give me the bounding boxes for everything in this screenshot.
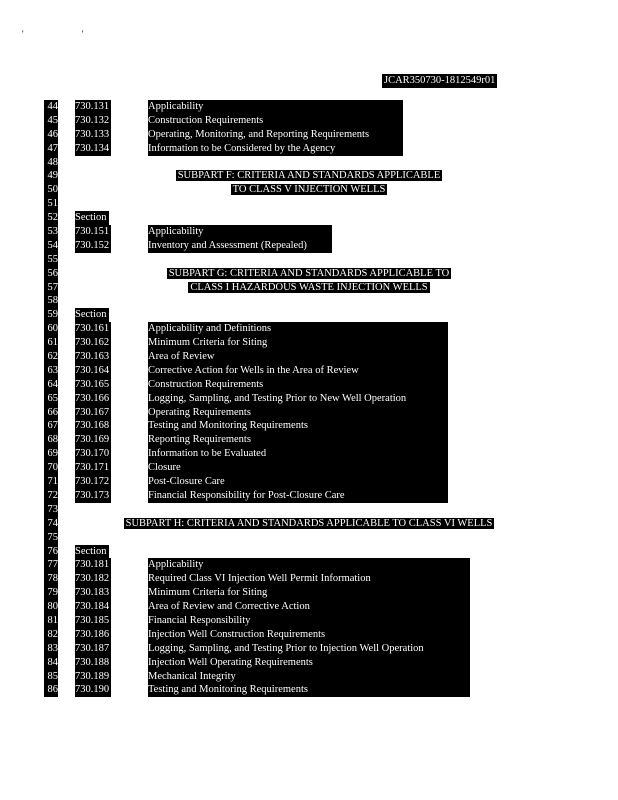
line-number: 48: [44, 156, 58, 170]
line-number: 46: [44, 128, 58, 142]
section-title: Inventory and Assessment (Repealed): [148, 239, 332, 253]
line-number: 51: [44, 197, 58, 211]
section-title: Post-Closure Care: [148, 475, 448, 489]
line-number: 45: [44, 114, 58, 128]
section-number: 730.173: [75, 489, 110, 501]
line-number: 60: [44, 322, 58, 336]
section-title: Logging, Sampling, and Testing Prior to New Well Operation: [148, 392, 448, 406]
list-item: [0, 225, 618, 239]
list-item: [0, 253, 618, 267]
line-number: 71: [44, 475, 58, 489]
list-item: [0, 169, 618, 183]
list-item: [0, 392, 618, 406]
section-title: Required Class VI Injection Well Permit Information: [148, 572, 470, 586]
section-title: Information to be Evaluated: [148, 447, 448, 461]
line-number: 63: [44, 364, 58, 378]
section-title: Construction Requirements: [148, 378, 448, 392]
list-item: [0, 322, 618, 336]
list-item: [0, 308, 618, 322]
section-number: 730.133: [75, 128, 110, 140]
list-item: [0, 683, 618, 697]
list-item: [0, 614, 618, 628]
line-number: 73: [44, 503, 58, 517]
section-number: 730.171: [75, 462, 110, 474]
line-number: 83: [44, 642, 58, 656]
section-column-label: Section: [75, 212, 107, 224]
line-number: 82: [44, 628, 58, 642]
section-title: Applicability: [148, 558, 470, 572]
section-number: 730.169: [75, 434, 110, 446]
list-item: [0, 433, 618, 447]
line-number: 72: [44, 489, 58, 503]
section-title: Financial Responsibility for Post-Closure Care: [148, 489, 448, 503]
list-item: [0, 267, 618, 281]
section-number: 730.188: [75, 656, 110, 668]
section-number: 730.183: [75, 587, 110, 599]
subpart-heading: [0, 267, 618, 281]
line-number: 52: [44, 211, 58, 225]
list-item: [0, 406, 618, 420]
section-number: 730.152: [75, 239, 110, 251]
list-item: [0, 447, 618, 461]
list-item: [0, 336, 618, 350]
subpart-heading: [0, 281, 618, 295]
line-number: 77: [44, 558, 58, 572]
section-number: 730.161: [75, 323, 110, 335]
list-item: [0, 670, 618, 684]
line-number: 57: [44, 281, 58, 295]
line-number: 50: [44, 183, 58, 197]
list-item: [0, 364, 618, 378]
list-item: [0, 475, 618, 489]
section-title: Injection Well Construction Requirements: [148, 628, 470, 642]
line-number: 81: [44, 614, 58, 628]
list-item: [0, 239, 618, 253]
line-number: 76: [44, 545, 58, 559]
list-item: [0, 545, 618, 559]
section-title: Corrective Action for Wells in the Area of Review: [148, 364, 448, 378]
section-title: Testing and Monitoring Requirements: [148, 419, 448, 433]
section-title: Area of Review: [148, 350, 448, 364]
section-column-label: Section: [75, 545, 107, 557]
table-of-contents: [0, 100, 618, 697]
section-title: Closure: [148, 461, 448, 475]
section-number: 730.189: [75, 670, 110, 682]
section-title: Minimum Criteria for Siting: [148, 586, 470, 600]
line-number: 56: [44, 267, 58, 281]
list-item: [0, 489, 618, 503]
section-number: 730.166: [75, 392, 110, 404]
line-number: 53: [44, 225, 58, 239]
list-item: [0, 586, 618, 600]
line-number: 69: [44, 447, 58, 461]
line-number: 84: [44, 656, 58, 670]
line-number: 59: [44, 308, 58, 322]
section-number: 730.172: [75, 476, 110, 488]
list-item: [0, 183, 618, 197]
section-number: 730.132: [75, 114, 110, 126]
section-number: 730.182: [75, 573, 110, 585]
subpart-heading-text: TO CLASS V INJECTION WELLS: [232, 184, 386, 196]
list-item: [0, 128, 618, 142]
subpart-heading-text: CLASS I HAZARDOUS WASTE INJECTION WELLS: [190, 281, 428, 293]
section-number: 730.163: [75, 351, 110, 363]
line-number: 67: [44, 419, 58, 433]
list-item: [0, 600, 618, 614]
line-number: 58: [44, 294, 58, 308]
line-number: 65: [44, 392, 58, 406]
subpart-heading: [0, 517, 618, 531]
subpart-heading: [0, 169, 618, 183]
subpart-heading-text: SUBPART H: CRITERIA AND STANDARDS APPLICABLE TO CLASS VI WELLS: [125, 517, 493, 529]
list-item: [0, 281, 618, 295]
list-item: [0, 378, 618, 392]
list-item: [0, 114, 618, 128]
section-title: Construction Requirements: [148, 114, 403, 128]
section-title: Reporting Requirements: [148, 433, 448, 447]
line-number: 49: [44, 169, 58, 183]
section-number: 730.186: [75, 628, 110, 640]
section-title: Injection Well Operating Requirements: [148, 656, 470, 670]
section-number: 730.151: [75, 226, 110, 238]
section-title: Area of Review and Corrective Action: [148, 600, 470, 614]
section-number: 730.187: [75, 642, 110, 654]
line-number: 44: [44, 100, 58, 114]
line-number: 78: [44, 572, 58, 586]
line-number: 86: [44, 683, 58, 697]
section-number: 730.167: [75, 406, 110, 418]
list-item: [0, 156, 618, 170]
line-number: 75: [44, 531, 58, 545]
line-number: 47: [44, 142, 58, 156]
list-item: [0, 142, 618, 156]
section-number: 730.190: [75, 684, 110, 696]
line-number: 62: [44, 350, 58, 364]
line-number: 55: [44, 253, 58, 267]
list-item: [0, 558, 618, 572]
section-number: 730.165: [75, 378, 110, 390]
line-number: 68: [44, 433, 58, 447]
section-title: Applicability: [148, 225, 332, 239]
list-item: [0, 350, 618, 364]
document-id: JCAR350730-1812549r01: [384, 75, 496, 86]
list-item: [0, 628, 618, 642]
line-number: 74: [44, 517, 58, 531]
subpart-heading-text: SUBPART F: CRITERIA AND STANDARDS APPLICABLE: [177, 170, 441, 182]
line-number: 85: [44, 670, 58, 684]
section-title: Financial Responsibility: [148, 614, 470, 628]
list-item: [0, 656, 618, 670]
section-column-label: Section: [75, 309, 107, 321]
section-title: Minimum Criteria for Siting: [148, 336, 448, 350]
section-title: Operating Requirements: [148, 406, 448, 420]
section-number: 730.168: [75, 420, 110, 432]
section-title: Applicability: [148, 100, 403, 114]
section-number: 730.164: [75, 364, 110, 376]
section-title: Logging, Sampling, and Testing Prior to Injection Well Operation: [148, 642, 470, 656]
section-title: Mechanical Integrity: [148, 670, 470, 684]
section-number: 730.181: [75, 559, 110, 571]
list-item: [0, 419, 618, 433]
list-item: [0, 642, 618, 656]
list-item: [0, 197, 618, 211]
list-item: [0, 211, 618, 225]
list-item: [0, 517, 618, 531]
subpart-heading: [0, 183, 618, 197]
section-title: Applicability and Definitions: [148, 322, 448, 336]
page-marks: ' ': [22, 29, 112, 39]
line-number: 61: [44, 336, 58, 350]
section-number: 730.131: [75, 101, 110, 112]
subpart-heading-text: SUBPART G: CRITERIA AND STANDARDS APPLICABLE TO: [168, 267, 450, 279]
line-number: 80: [44, 600, 58, 614]
line-number: 79: [44, 586, 58, 600]
list-item: [0, 100, 618, 114]
section-title: Information to be Considered by the Agency: [148, 142, 403, 156]
list-item: [0, 294, 618, 308]
list-item: [0, 503, 618, 517]
section-number: 730.184: [75, 601, 110, 613]
line-number: 70: [44, 461, 58, 475]
section-title: Operating, Monitoring, and Reporting Requirements: [148, 128, 403, 142]
section-title: Testing and Monitoring Requirements: [148, 683, 470, 697]
list-item: [0, 461, 618, 475]
line-number: 66: [44, 406, 58, 420]
section-number: 730.170: [75, 448, 110, 460]
section-number: 730.185: [75, 614, 110, 626]
list-item: [0, 531, 618, 545]
list-item: [0, 572, 618, 586]
line-number: 54: [44, 239, 58, 253]
line-number: 64: [44, 378, 58, 392]
section-number: 730.162: [75, 337, 110, 349]
section-number: 730.134: [75, 142, 110, 154]
